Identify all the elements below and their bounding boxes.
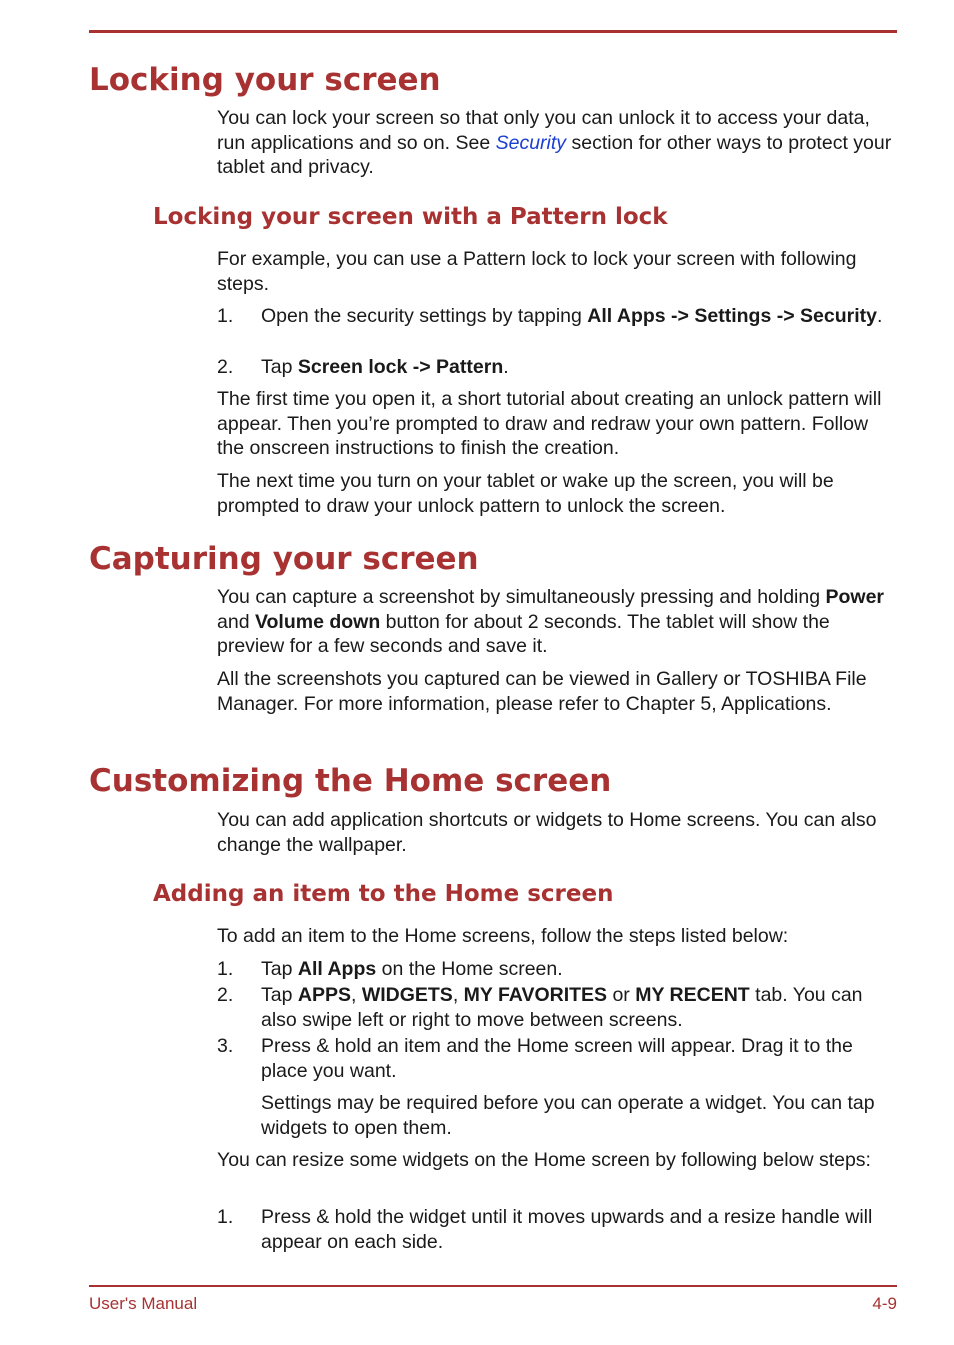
locking-intro-text-a: You can lock your screen so that only you can unlock it to access your data, run applications and so on. See — [217, 107, 870, 154]
pattern-paragraph-1: The first time you open it, a short tutorial about creating an unlock pattern will appear. Then you’re prompted to draw and redraw your own pattern. Follow the onscreen instructions to finish the creation. — [217, 388, 882, 459]
adding-intro-paragraph: To add an item to the Home screens, follow the steps listed below: — [217, 925, 789, 947]
list-text: Press & hold the widget until it moves upwards and a resize handle will appear on each side. — [261, 1206, 873, 1253]
heading-adding-item: Adding an item to the Home screen — [153, 881, 614, 907]
resize-intro-paragraph: You can resize some widgets on the Home screen by following below steps: — [217, 1149, 871, 1171]
heading-capturing-your-screen: Capturing your screen — [89, 541, 479, 577]
bold-my-recent: MY RECENT — [635, 984, 750, 1006]
heading-pattern-lock: Locking your screen with a Pattern lock — [153, 204, 668, 230]
list-text: Tap APPS, WIDGETS, MY FAVORITES or MY RECENT tab. You can also swipe left or right to move between screens. — [261, 984, 863, 1031]
bold-path: Screen lock -> Pattern — [297, 356, 504, 378]
list-number: 3. — [217, 1035, 234, 1057]
list-text: Open the security settings by tapping All Apps -> Settings -> Security. — [261, 305, 883, 327]
widget-settings-note: Settings may be required before you can operate a widget. You can tap widgets to open them. — [261, 1092, 875, 1139]
bold-apps: APPS — [297, 984, 351, 1006]
list-number: 1. — [217, 958, 234, 980]
locking-intro-paragraph — [217, 106, 897, 180]
bold-power: Power — [825, 586, 885, 608]
heading-customizing-home-screen: Customizing the Home screen — [89, 763, 612, 799]
bold-all-apps: All Apps — [297, 958, 377, 980]
locking-intro-text-b: section for other ways to protect your tablet and privacy. — [217, 131, 892, 178]
bold-my-favorites: MY FAVORITES — [463, 984, 608, 1006]
top-rule — [89, 30, 897, 33]
security-link[interactable]: Security — [495, 131, 567, 154]
list-number: 1. — [217, 305, 234, 327]
list-number: 1. — [217, 1206, 234, 1228]
bottom-rule — [89, 1285, 897, 1287]
bold-widgets: WIDGETS — [361, 984, 453, 1006]
customizing-intro-paragraph: You can add application shortcuts or widgets to Home screens. You can also change the wallpaper. — [217, 809, 877, 856]
bold-path: All Apps -> Settings -> Security — [587, 305, 877, 327]
capturing-paragraph-1: You can capture a screenshot by simultaneously pressing and holding Power and Volume down button for about 2 seconds. The tablet will show the preview for a few seconds and save it. — [217, 586, 885, 657]
pattern-paragraph-2: The next time you turn on your tablet or wake up the screen, you will be prompted to draw your unlock pattern to unlock the screen. — [217, 470, 834, 517]
footer-page-number: 4-9 — [872, 1294, 897, 1313]
list-text: Tap Screen lock -> Pattern. — [261, 356, 509, 378]
list-text: Press & hold an item and the Home screen will appear. Drag it to the place you want. — [261, 1035, 853, 1082]
footer-manual-title: User's Manual — [89, 1294, 198, 1313]
list-number: 2. — [217, 356, 234, 378]
heading-locking-your-screen: Locking your screen — [89, 62, 441, 98]
list-number: 2. — [217, 984, 234, 1006]
bold-volume-down: Volume down — [254, 610, 381, 633]
list-text: Tap All Apps on the Home screen. — [261, 958, 563, 980]
capturing-paragraph-2: All the screenshots you captured can be viewed in Gallery or TOSHIBA File Manager. For more information, please refer to Chapter 5, Applications. — [217, 668, 867, 715]
pattern-intro-paragraph: For example, you can use a Pattern lock to lock your screen with following steps. — [217, 248, 857, 295]
